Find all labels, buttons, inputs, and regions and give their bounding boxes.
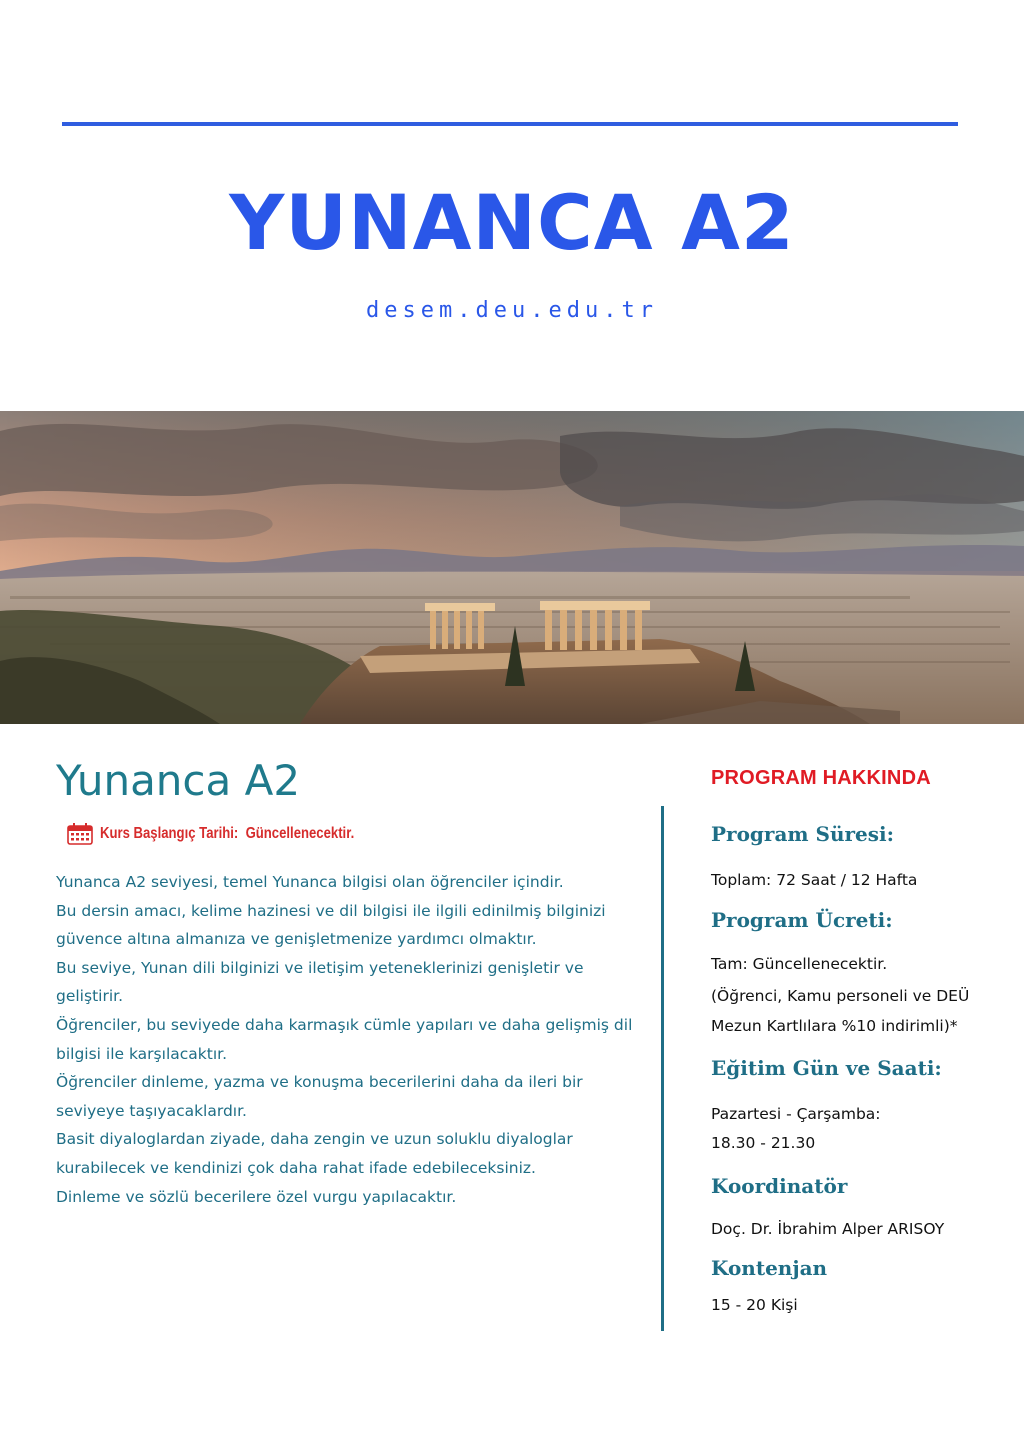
coordinator-label: Koordinatör	[711, 1174, 848, 1198]
column-divider	[661, 806, 664, 1331]
schedule-label: Eğitim Gün ve Saati:	[711, 1056, 942, 1080]
description-paragraph: Bu seviye, Yunan dili bilginizi ve iletişim yeteneklerinizi genişletir ve geliştirir.	[56, 958, 584, 1006]
fee-label: Program Ücreti:	[711, 908, 893, 932]
fee-discount-note: (Öğrenci, Kamu personeli ve DEÜ	[711, 987, 970, 1005]
acropolis-photo	[0, 411, 1024, 724]
fee-value: Tam: Güncellenecektir.	[711, 955, 888, 973]
website-url[interactable]: desem.deu.edu.tr	[366, 298, 658, 323]
duration-label: Program Süresi:	[711, 822, 895, 846]
top-divider	[62, 122, 958, 126]
start-date-row	[66, 820, 410, 848]
start-date-value: Güncellenecektir.	[245, 825, 355, 842]
description-paragraph: Dinleme ve sözlü becerilere özel vurgu yapılacaktır.	[56, 1187, 457, 1206]
course-title: Yunanca A2	[56, 756, 301, 805]
description-paragraph: Bu dersin amacı, kelime hazinesi ve dil bilgisi ile ilgili edinilmiş bilginizi güvence altına almanıza ve genişletmenize yardımcı olmaktır.	[56, 901, 606, 949]
start-date-text	[100, 825, 354, 843]
schedule-hours: 18.30 - 21.30	[711, 1134, 816, 1152]
description-paragraph: Basit diyaloglardan ziyade, daha zengin ve uzun soluklu diyaloglar kurabilecek ve kendinizi çok daha rahat ifade edebileceksiniz.	[56, 1130, 573, 1177]
fee-discount-note: Mezun Kartlılara %10 indirimli)*	[711, 1017, 958, 1035]
start-date-label: Kurs Başlangıç Tarihi:	[100, 825, 239, 842]
description-paragraph: Yunanca A2 seviyesi, temel Yunanca bilgisi olan öğrenciler içindir.	[56, 873, 564, 891]
schedule-days: Pazartesi - Çarşamba:	[711, 1105, 881, 1123]
duration-value: Toplam: 72 Saat / 12 Hafta	[711, 871, 918, 889]
program-heading: PROGRAM HAKKINDA	[711, 767, 931, 789]
coordinator-value: Doç. Dr. İbrahim Alper ARISOY	[711, 1220, 945, 1238]
quota-label: Kontenjan	[711, 1256, 828, 1280]
page-title: YUNANCA A2	[229, 178, 795, 267]
calendar-icon	[66, 822, 94, 846]
description-paragraph: Öğrenciler dinleme, yazma ve konuşma becerilerini daha da ileri bir seviyeye taşıyacaklardır.	[56, 1073, 583, 1120]
quota-value: 15 - 20 Kişi	[711, 1296, 798, 1314]
course-description	[56, 868, 636, 1211]
description-paragraph: Öğrenciler, bu seviyede daha karmaşık cümle yapıları ve daha gelişmiş dil bilgisi ile karşılacaktır.	[56, 1015, 633, 1063]
